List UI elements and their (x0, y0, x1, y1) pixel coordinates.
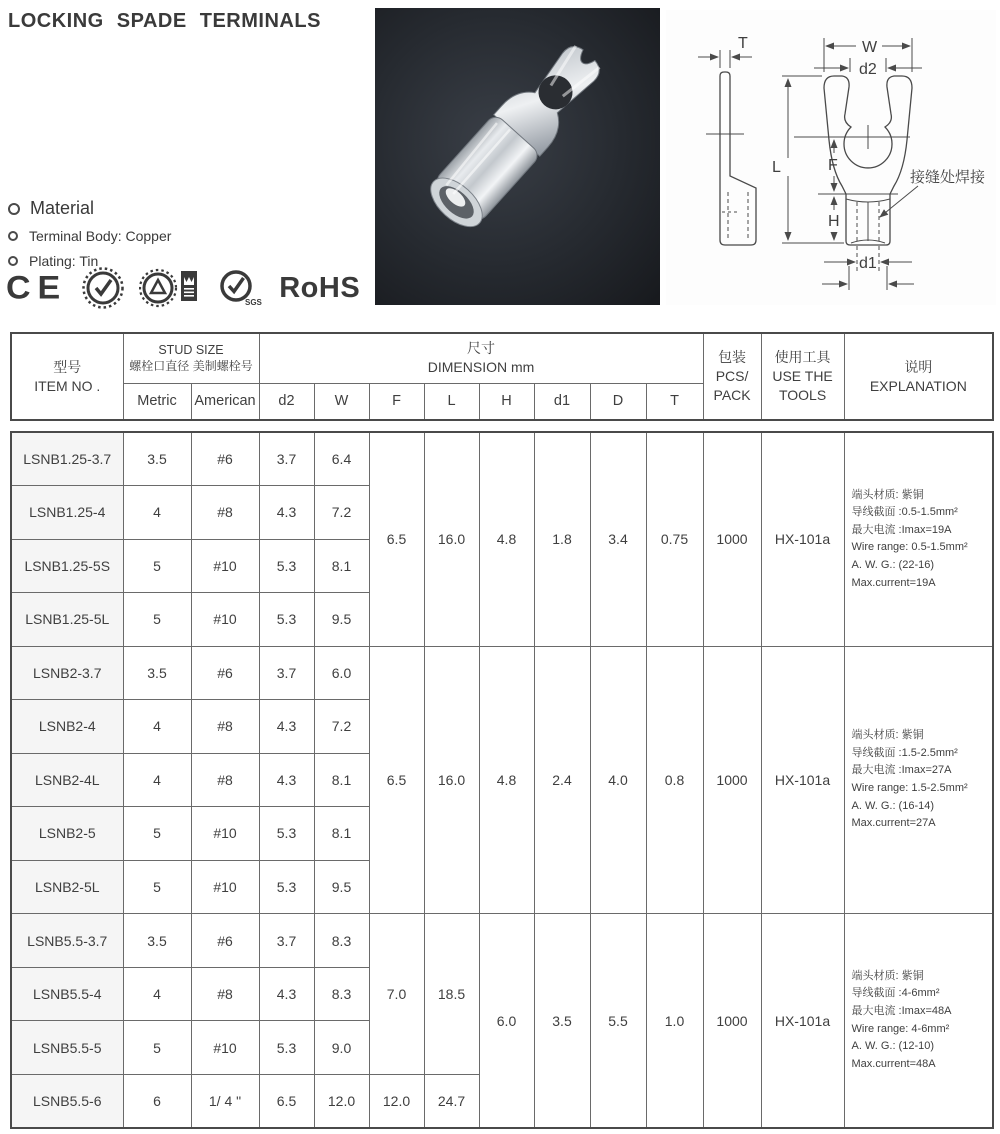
cell-t: 0.75 (646, 432, 703, 646)
cell-d2: 5.3 (259, 860, 314, 914)
dim-label-T: T (738, 35, 748, 52)
cell-tool: HX-101a (761, 432, 844, 646)
product-photo (375, 8, 660, 305)
cell-metric: 5 (123, 807, 191, 861)
expl-line: 导线截面 :1.5-2.5mm² (851, 746, 958, 759)
cell-american: #6 (191, 432, 259, 486)
header-tools (761, 333, 844, 420)
material-item: Plating: Tin (29, 253, 99, 269)
spec-table-body (10, 431, 994, 1129)
cell-w: 9.5 (314, 860, 369, 914)
expl-line: 最大电流 :Imax=27A (851, 764, 952, 777)
quality-check-badge-icon (82, 267, 124, 309)
cell-d1: 2.4 (534, 646, 590, 914)
table-row (11, 432, 993, 486)
cell-w: 12.0 (314, 1074, 369, 1128)
expl-line: 端头材质: 紫铜 (851, 729, 924, 742)
spade-terminal-photo-art (375, 8, 660, 305)
cell-american: #6 (191, 914, 259, 968)
cell-metric: 4 (123, 967, 191, 1021)
cell-pack: 1000 (703, 646, 761, 914)
header-item-en: ITEM NO . (34, 377, 101, 394)
header-stud-cn (124, 357, 259, 374)
cell-w: 9.5 (314, 593, 369, 647)
dimension-diagram (666, 10, 996, 305)
header-dim-d: D (590, 383, 646, 420)
header-dimension (259, 333, 703, 383)
cell-t: 1.0 (646, 914, 703, 1128)
cell-d2: 5.3 (259, 593, 314, 647)
table-row (11, 914, 993, 968)
material-item-row (8, 228, 171, 244)
cell-w: 7.2 (314, 700, 369, 754)
material-item: Terminal Body: Copper (29, 228, 172, 244)
cell-d2: 4.3 (259, 753, 314, 807)
header-dim-l: L (424, 383, 479, 420)
cell-f: 6.5 (369, 646, 424, 914)
sgs-label: SGS (245, 298, 263, 307)
cell-explanation (844, 646, 993, 914)
cell-item: LSNB1.25-5L (11, 593, 123, 647)
rohs-mark: RoHS (279, 271, 361, 304)
cell-tool: HX-101a (761, 646, 844, 914)
spec-table-header (10, 332, 994, 421)
cell-american: #8 (191, 753, 259, 807)
cell-metric: 6 (123, 1074, 191, 1128)
cell-d: 5.5 (590, 914, 646, 1128)
header-american: American (191, 383, 259, 420)
cell-item: LSNB2-4 (11, 700, 123, 754)
cell-american: #10 (191, 807, 259, 861)
header-expl-cn: 说明 (904, 358, 933, 375)
cell-american: #10 (191, 1021, 259, 1075)
cell-w: 8.1 (314, 807, 369, 861)
header-explanation (844, 333, 993, 420)
header-pack (703, 333, 761, 420)
cell-pack: 1000 (703, 914, 761, 1128)
expl-line: A. W. G.: (22-16) (851, 558, 935, 571)
expl-line: 最大电流 :Imax=48A (851, 1005, 952, 1018)
header-pack-en2: PACK (713, 386, 751, 403)
cell-d2: 4.3 (259, 700, 314, 754)
cell-d: 3.4 (590, 432, 646, 646)
cell-item: LSNB1.25-5S (11, 539, 123, 593)
cell-d2: 3.7 (259, 914, 314, 968)
bullet-icon (8, 256, 18, 266)
expl-line: 端头材质: 紫铜 (851, 969, 924, 982)
expl-line: Wire range: 4-6mm² (851, 1022, 950, 1035)
material-heading: Material (30, 198, 95, 218)
cell-metric: 5 (123, 1021, 191, 1075)
expl-line: Max.current=19A (851, 576, 936, 589)
expl-line: 最大电流 :Imax=19A (851, 523, 952, 536)
header-item-no (11, 333, 123, 420)
header-tools-en2: TOOLS (778, 386, 827, 403)
cell-w: 8.3 (314, 967, 369, 1021)
cell-w: 6.0 (314, 646, 369, 700)
cell-d2: 5.3 (259, 1021, 314, 1075)
expl-line: Max.current=27A (851, 817, 936, 830)
cell-d2: 6.5 (259, 1074, 314, 1128)
cell-d2: 5.3 (259, 539, 314, 593)
cell-h: 4.8 (479, 432, 534, 646)
expl-line: 端头材质: 紫铜 (851, 488, 924, 501)
expl-line: A. W. G.: (16-14) (851, 799, 935, 812)
expl-line: Max.current=48A (851, 1057, 936, 1070)
header-pack-en1: PCS/ (715, 368, 749, 385)
cell-item: LSNB2-4L (11, 753, 123, 807)
cell-metric: 4 (123, 700, 191, 754)
cell-item: LSNB5.5-6 (11, 1074, 123, 1128)
cell-metric: 3.5 (123, 914, 191, 968)
cell-item: LSNB5.5-5 (11, 1021, 123, 1075)
header-dim-t: T (646, 383, 703, 420)
header-dim-f: F (369, 383, 424, 420)
header-dim-en: DIMENSION mm (427, 359, 535, 376)
bullet-icon (8, 231, 18, 241)
cell-d2: 4.3 (259, 486, 314, 540)
header-stud-size (123, 333, 259, 383)
cell-item: LSNB2-5 (11, 807, 123, 861)
cell-d2: 3.7 (259, 432, 314, 486)
material-heading-row (8, 198, 171, 219)
cell-american: #10 (191, 539, 259, 593)
cell-metric: 3.5 (123, 432, 191, 486)
header-dim-w: W (314, 383, 369, 420)
cell-t: 0.8 (646, 646, 703, 914)
cell-american: #6 (191, 646, 259, 700)
cell-american: #8 (191, 486, 259, 540)
cell-american: #8 (191, 700, 259, 754)
header-dim-d2: d2 (259, 383, 314, 420)
expl-line: Wire range: 1.5-2.5mm² (851, 781, 968, 794)
cell-d2: 4.3 (259, 967, 314, 1021)
expl-line: Wire range: 0.5-1.5mm² (851, 541, 968, 554)
dim-label-L: L (772, 159, 781, 176)
cell-f: 7.0 (369, 914, 424, 1075)
header-dim-cn: 尺寸 (467, 340, 496, 357)
cell-f: 6.5 (369, 432, 424, 646)
dim-label-W: W (862, 39, 878, 56)
cell-american: #10 (191, 860, 259, 914)
header-dim-d1: d1 (534, 383, 590, 420)
header-stud-en: STUD SIZE (158, 342, 224, 357)
cell-item: LSNB5.5-4 (11, 967, 123, 1021)
cell-l: 18.5 (424, 914, 479, 1075)
cell-item: LSNB1.25-3.7 (11, 432, 123, 486)
cell-f: 12.0 (369, 1074, 424, 1128)
cell-w: 7.2 (314, 486, 369, 540)
header-stud-cn-2: 美制螺栓号 (192, 358, 253, 373)
cell-metric: 5 (123, 860, 191, 914)
cell-pack: 1000 (703, 432, 761, 646)
expl-line: A. W. G.: (12-10) (851, 1040, 935, 1053)
cell-w: 8.1 (314, 539, 369, 593)
header-dim-h: H (479, 383, 534, 420)
cell-d1: 3.5 (534, 914, 590, 1128)
cell-l: 16.0 (424, 646, 479, 914)
dim-label-F: F (828, 157, 838, 174)
cell-tool: HX-101a (761, 914, 844, 1128)
dim-label-d1: d1 (859, 255, 877, 272)
cell-american: 1/ 4 " (191, 1074, 259, 1128)
cell-d1: 1.8 (534, 432, 590, 646)
weld-note: 接缝处焊接 (910, 169, 986, 186)
iso-ukas-badge-icon (139, 267, 201, 309)
cell-item: LSNB1.25-4 (11, 486, 123, 540)
cell-item: LSNB2-3.7 (11, 646, 123, 700)
ce-mark-icon: CE (6, 269, 68, 306)
expl-line: 导线截面 :0.5-1.5mm² (851, 506, 958, 519)
cell-l: 16.0 (424, 432, 479, 646)
cell-d: 4.0 (590, 646, 646, 914)
header-tools-en1: USE THE (772, 368, 833, 385)
cell-w: 8.3 (314, 914, 369, 968)
cell-metric: 5 (123, 539, 191, 593)
cell-l: 24.7 (424, 1074, 479, 1128)
cell-d2: 3.7 (259, 646, 314, 700)
cell-explanation (844, 914, 993, 1128)
dim-label-d2: d2 (859, 61, 877, 78)
cell-metric: 5 (123, 593, 191, 647)
cell-item: LSNB5.5-3.7 (11, 914, 123, 968)
cell-american: #8 (191, 967, 259, 1021)
technical-drawing (666, 10, 996, 305)
cell-w: 6.4 (314, 432, 369, 486)
cell-item: LSNB2-5L (11, 860, 123, 914)
dim-label-H: H (828, 213, 840, 230)
expl-line: 导线截面 :4-6mm² (851, 987, 940, 1000)
cell-metric: 3.5 (123, 646, 191, 700)
cell-metric: 4 (123, 486, 191, 540)
table-row (11, 646, 993, 700)
header-tools-cn: 使用工具 (774, 349, 831, 366)
cell-h: 6.0 (479, 914, 534, 1128)
header-pack-cn: 包装 (718, 349, 747, 366)
page-title: LOCKING SPADE TERMINALS (8, 10, 321, 32)
header-item-cn: 型号 (53, 358, 82, 375)
cell-american: #10 (191, 593, 259, 647)
header-metric: Metric (123, 383, 191, 420)
cell-metric: 4 (123, 753, 191, 807)
cell-explanation (844, 432, 993, 646)
header-stud-cn-1: 螺栓口直径 (129, 358, 190, 373)
header-expl-en: EXPLANATION (869, 377, 967, 394)
cell-h: 4.8 (479, 646, 534, 914)
certification-row (6, 266, 360, 310)
cell-w: 8.1 (314, 753, 369, 807)
cell-w: 9.0 (314, 1021, 369, 1075)
cell-d2: 5.3 (259, 807, 314, 861)
bullet-icon (8, 203, 20, 215)
sgs-badge-icon (216, 267, 264, 309)
